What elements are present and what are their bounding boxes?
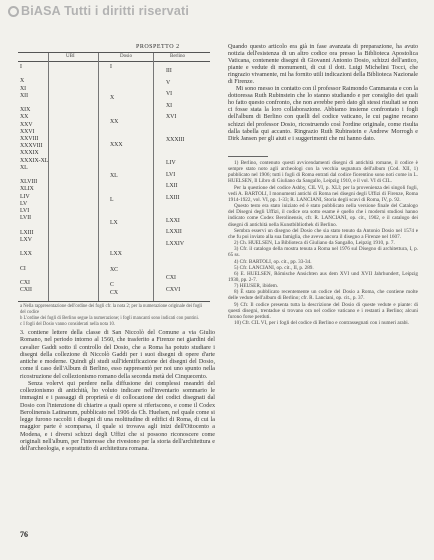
table-bottom-rule — [18, 301, 210, 302]
table-cell: CXI — [20, 280, 30, 286]
table-cell: XXX — [110, 142, 123, 148]
table-cell: I — [20, 64, 22, 70]
notes-separator — [228, 156, 268, 157]
table-cell: XX — [20, 114, 29, 121]
library-seal-icon — [8, 6, 19, 17]
table-cell: LXV — [20, 236, 32, 243]
table-footnote: c I fogli del Dosio vanno considerati nella nota 10. — [20, 322, 116, 327]
watermark-text: BiASA Tutti i diritti riservati — [21, 4, 190, 18]
table-cell: XVI — [166, 114, 177, 120]
table-cell: XL — [110, 173, 118, 180]
table-cell: XXXIX — [20, 150, 39, 157]
table-cell: CXII — [20, 287, 32, 294]
table-cell: LXX — [20, 251, 32, 258]
table-header-rule — [18, 61, 210, 62]
table-footnote: a Nella rappresentazione dell'ordine dei fogli cfr. la nota 2; per la numerazione originale dei fogli del codice — [20, 304, 203, 315]
table-cell: I — [110, 64, 112, 70]
footnote: 8) È stato pubblicato recentemente un codice del Dosio a Roma, che contiene molte delle vedute dell'album di Berlino; cfr. R. Lanciani, op. cit., p. 37. — [228, 289, 418, 302]
table-cell: CXVI — [166, 286, 181, 293]
col-header-dosio: Dosio — [120, 54, 132, 59]
table-cell: III — [166, 68, 172, 74]
table-cell: C — [110, 282, 114, 289]
footnote: 3) Cfr. il catalogo della mostra tenuta a Roma nel 1976 sul Disegno di architettura, I, p. 65 ss. — [228, 246, 418, 259]
top-right-text — [228, 44, 418, 143]
table-cell: LIV — [166, 160, 176, 166]
table-cell: XXV — [20, 121, 33, 128]
table-cell: LXXII — [166, 229, 182, 235]
table-cell: LIV — [20, 193, 30, 200]
table-cell: LVI — [20, 208, 30, 214]
table-cell: XLVIII — [20, 179, 38, 186]
table-cell: XII — [20, 92, 29, 99]
table-cell: LXXI — [166, 217, 180, 224]
footnote: Sembra esservi un disegno del Dosio che sia stato tenuto da Antonio Dosio nel 1574 e che fu poi inviato alla sua famiglia, che aveva ancora il disegno a Firenze nel 1607. — [228, 227, 418, 240]
col-header-ubi: UBI — [66, 54, 75, 59]
footnote: 4) Cfr. BARTOLI, op. cit., pp. 33-34. — [234, 258, 312, 265]
table-cell: LV — [20, 200, 28, 207]
footnote: Per la questione del codice Ashby, CIL VI, p. XLI; per la provenienza dei singoli fogli, vedi A. BARTOLI, I monumenti antichi di Roma nei disegni degli Uffizi di Firenze, Roma 1914-1922, vol. VI, pp. 1-33; R. LANCIANI, Storia degli scavi di Roma, IV, p. 92. — [228, 184, 418, 203]
table-cell: LXIII — [20, 229, 34, 236]
table-cell: LXII — [166, 183, 178, 189]
table-top-rule — [18, 52, 210, 53]
table-cell: XC — [110, 266, 119, 273]
table-cell: XLIX — [20, 186, 34, 193]
footnote: 2) Ch. HUELSEN, La Biblioteca di Giuliano da Sangallo, Leipzig 1910, p. 7. — [234, 240, 395, 247]
footnote: 10) Cfr. CIL VI, per i fogli del codice di Berlino e contrassegnati con i numeri arabi. — [234, 320, 410, 327]
footnotes-column — [228, 160, 418, 326]
footnote: 7) HEUSER, ibidem. — [234, 283, 279, 290]
table-cell: LXXIV — [166, 240, 185, 247]
paragraph: 3. contiene lettere della classe di San Niccolò del Comune a via Giulio Romano, nel periodo intorno al 1560, che trasferito a Firenze nei giardini del cavalier Gaddi sotto il controllo del Dosio, che a Roma ha potuto studiare i disegni della collezione di Niccolò Gaddi per i suoi disegni di opere d'arte antiche e moderne. Quindi gli studi sull'identificazione dei disegni del Dosio, come il caso dell'Album di Berlino, esso rappresentò per noi uno spunto nella ricostruzione del collezionismo romano della seconda metà del Cinquecento. — [20, 330, 215, 380]
table-cell: XXXIX-XL — [20, 157, 49, 164]
prospetto-table — [18, 44, 210, 306]
watermark — [8, 4, 428, 18]
table-cell: LXX — [110, 251, 122, 258]
table-col-divider — [48, 53, 49, 301]
table-cell: XL — [20, 164, 28, 171]
paragraph: Mi sono messo in contatto con il professor Raimondo Cammarata e con la dottoressa Ruth Rubinstein che lo stanno studiando e per consiglio dei quali ho fatto questo confronto, che non avrebbe però dato gli stessi risultati se non ci fosse stata la loro collaborazione. Abbiamo insieme confrontato i fogli dell'album di Berlino con quelli del codice vaticano, le cui pagine recano schizzi del professor Dosio, ricostruendo così l'ordine originale, come risulta dalla tabella qui accanto. Ringrazio Ruth Rubinstein e Andrew Morrogh e Dirk Jansen per gli aiuti e i suggerimenti che mi hanno dato. — [228, 86, 418, 142]
table-cell: CX — [110, 290, 119, 297]
footnote: 9) Cfr. Il codice presenta tutta la descrizione del Dosio di queste vedute e piante: di questi disegni, trentadue si trovano ora nel codice vaticano e i restanti a Berlino; alcuni furono forse perduti. — [228, 301, 418, 320]
table-cell: LVI — [166, 171, 176, 178]
table-title: PROSPETTO 2 — [136, 44, 180, 50]
col-header-berlino: Berlino — [170, 54, 185, 59]
table-cell: V — [166, 79, 171, 86]
table-cell: XXXVIII — [20, 143, 43, 150]
table-footnote: b L'ordine dei fogli di Berlino segue la numerazione; i fogli mancanti sono indicati con puntini. — [20, 316, 199, 321]
table-cell: CI — [20, 265, 26, 272]
table-cell: LVII — [20, 215, 32, 222]
table-cell: X — [110, 95, 115, 102]
table-cell: XXXIII — [166, 137, 185, 143]
page-number: 76 — [20, 530, 28, 539]
table-cell: X — [20, 78, 25, 85]
table-cell: LXIII — [166, 194, 180, 201]
table-cell: XI — [166, 102, 173, 109]
table-cell: XXVI — [20, 128, 35, 135]
footnote: 5) Cfr. LANCIANI, op. cit., II, p. 289. — [234, 264, 314, 271]
footnote: Questo testo era stato iniziato ed è stato pubblicato nella versione finale del Catalogo del Disegni degli Uffizi, il codice ora sotto esame è quello che i moderni studiosi hanno indicato come Codex Berolinensis, cfr. R. LANCIANI, op. cit., 1902, e il catalogo dei disegni di antichità nella Kunstbibliothek di Berlino. — [228, 203, 418, 228]
paragraph: Senza volervi qui perdere nella diffusione dei complessi meandri del collezionismo di antichità, ho voluto indicare nell'inventario sommario le immagini e i passaggi di proprietà e di collocazione dei codici disegnati dal Dosio con l'intenzione di chiarire a quali opere si riferiscono, e come il Codex Berolinensis Latinarum, pubblicato nel 1906 da Ch. Huelsen, nel quale come si legge furono raccolti i disegni di una moltitudine di edifici di Roma, di cui la maggior parte è scomparsa, il quale si trovava agli inizi dell'Ottocento a Modena, e i diversi schizzi degli Uffizi che si possono riconoscere come originali nell'album, per l'interesse che rivestono per la storia dell'architettura e dell'archeologia, e soprattutto di architettura romana. — [20, 380, 215, 452]
table-cell: XX — [110, 118, 119, 125]
table-col-divider — [153, 53, 154, 301]
table-cell: VI — [166, 91, 173, 97]
table-footnotes — [20, 304, 206, 328]
paragraph: Quando questo articolo era già in fase avanzata di preparazione, ha avuto notizia dell'esistenza di un altro codice ora presso la Biblioteca Apostolica Vaticana, contenente disegni di Giovanni Antonio Dosio, schizzi dell'antico, piante e vedute di monumenti, di cui il dott. Luigi Michelini Tocci, che ringrazio vivamente, mi ha fornito utili indicazioni della Biblioteca Nazionale di Firenze. — [228, 44, 418, 86]
table-col-divider — [98, 53, 99, 301]
table-cell: LX — [110, 220, 118, 226]
table-cell: L — [110, 196, 114, 203]
table-cell: CXI — [166, 275, 176, 281]
main-left-text — [20, 330, 215, 453]
footnote: 6) E. HUELSEN, Römische Ansichten aus dem XVI und XVII Jahrhundert, Leipzig 1930, pp. 2-7. — [228, 270, 418, 283]
footnote: 1) Berlino, contenuto questi avvicendamenti disegni di antichità romane, il codice è sempre stato noto agli archeologi con la vecchia segnatura dell'album (Cod. XII, 1) pubblicato nel 1906; tutti i fogli di Roma entrati dal codice fiorentino sono noti come in L. HUELSEN, Il Libro di Giuliano da Sangallo, Leipzig 1910, e il vol. VI di CIL. — [228, 160, 418, 185]
table-cell: XI — [20, 85, 27, 92]
table-cell: XIX — [20, 107, 31, 114]
table-cell: XXVIII — [20, 136, 39, 142]
